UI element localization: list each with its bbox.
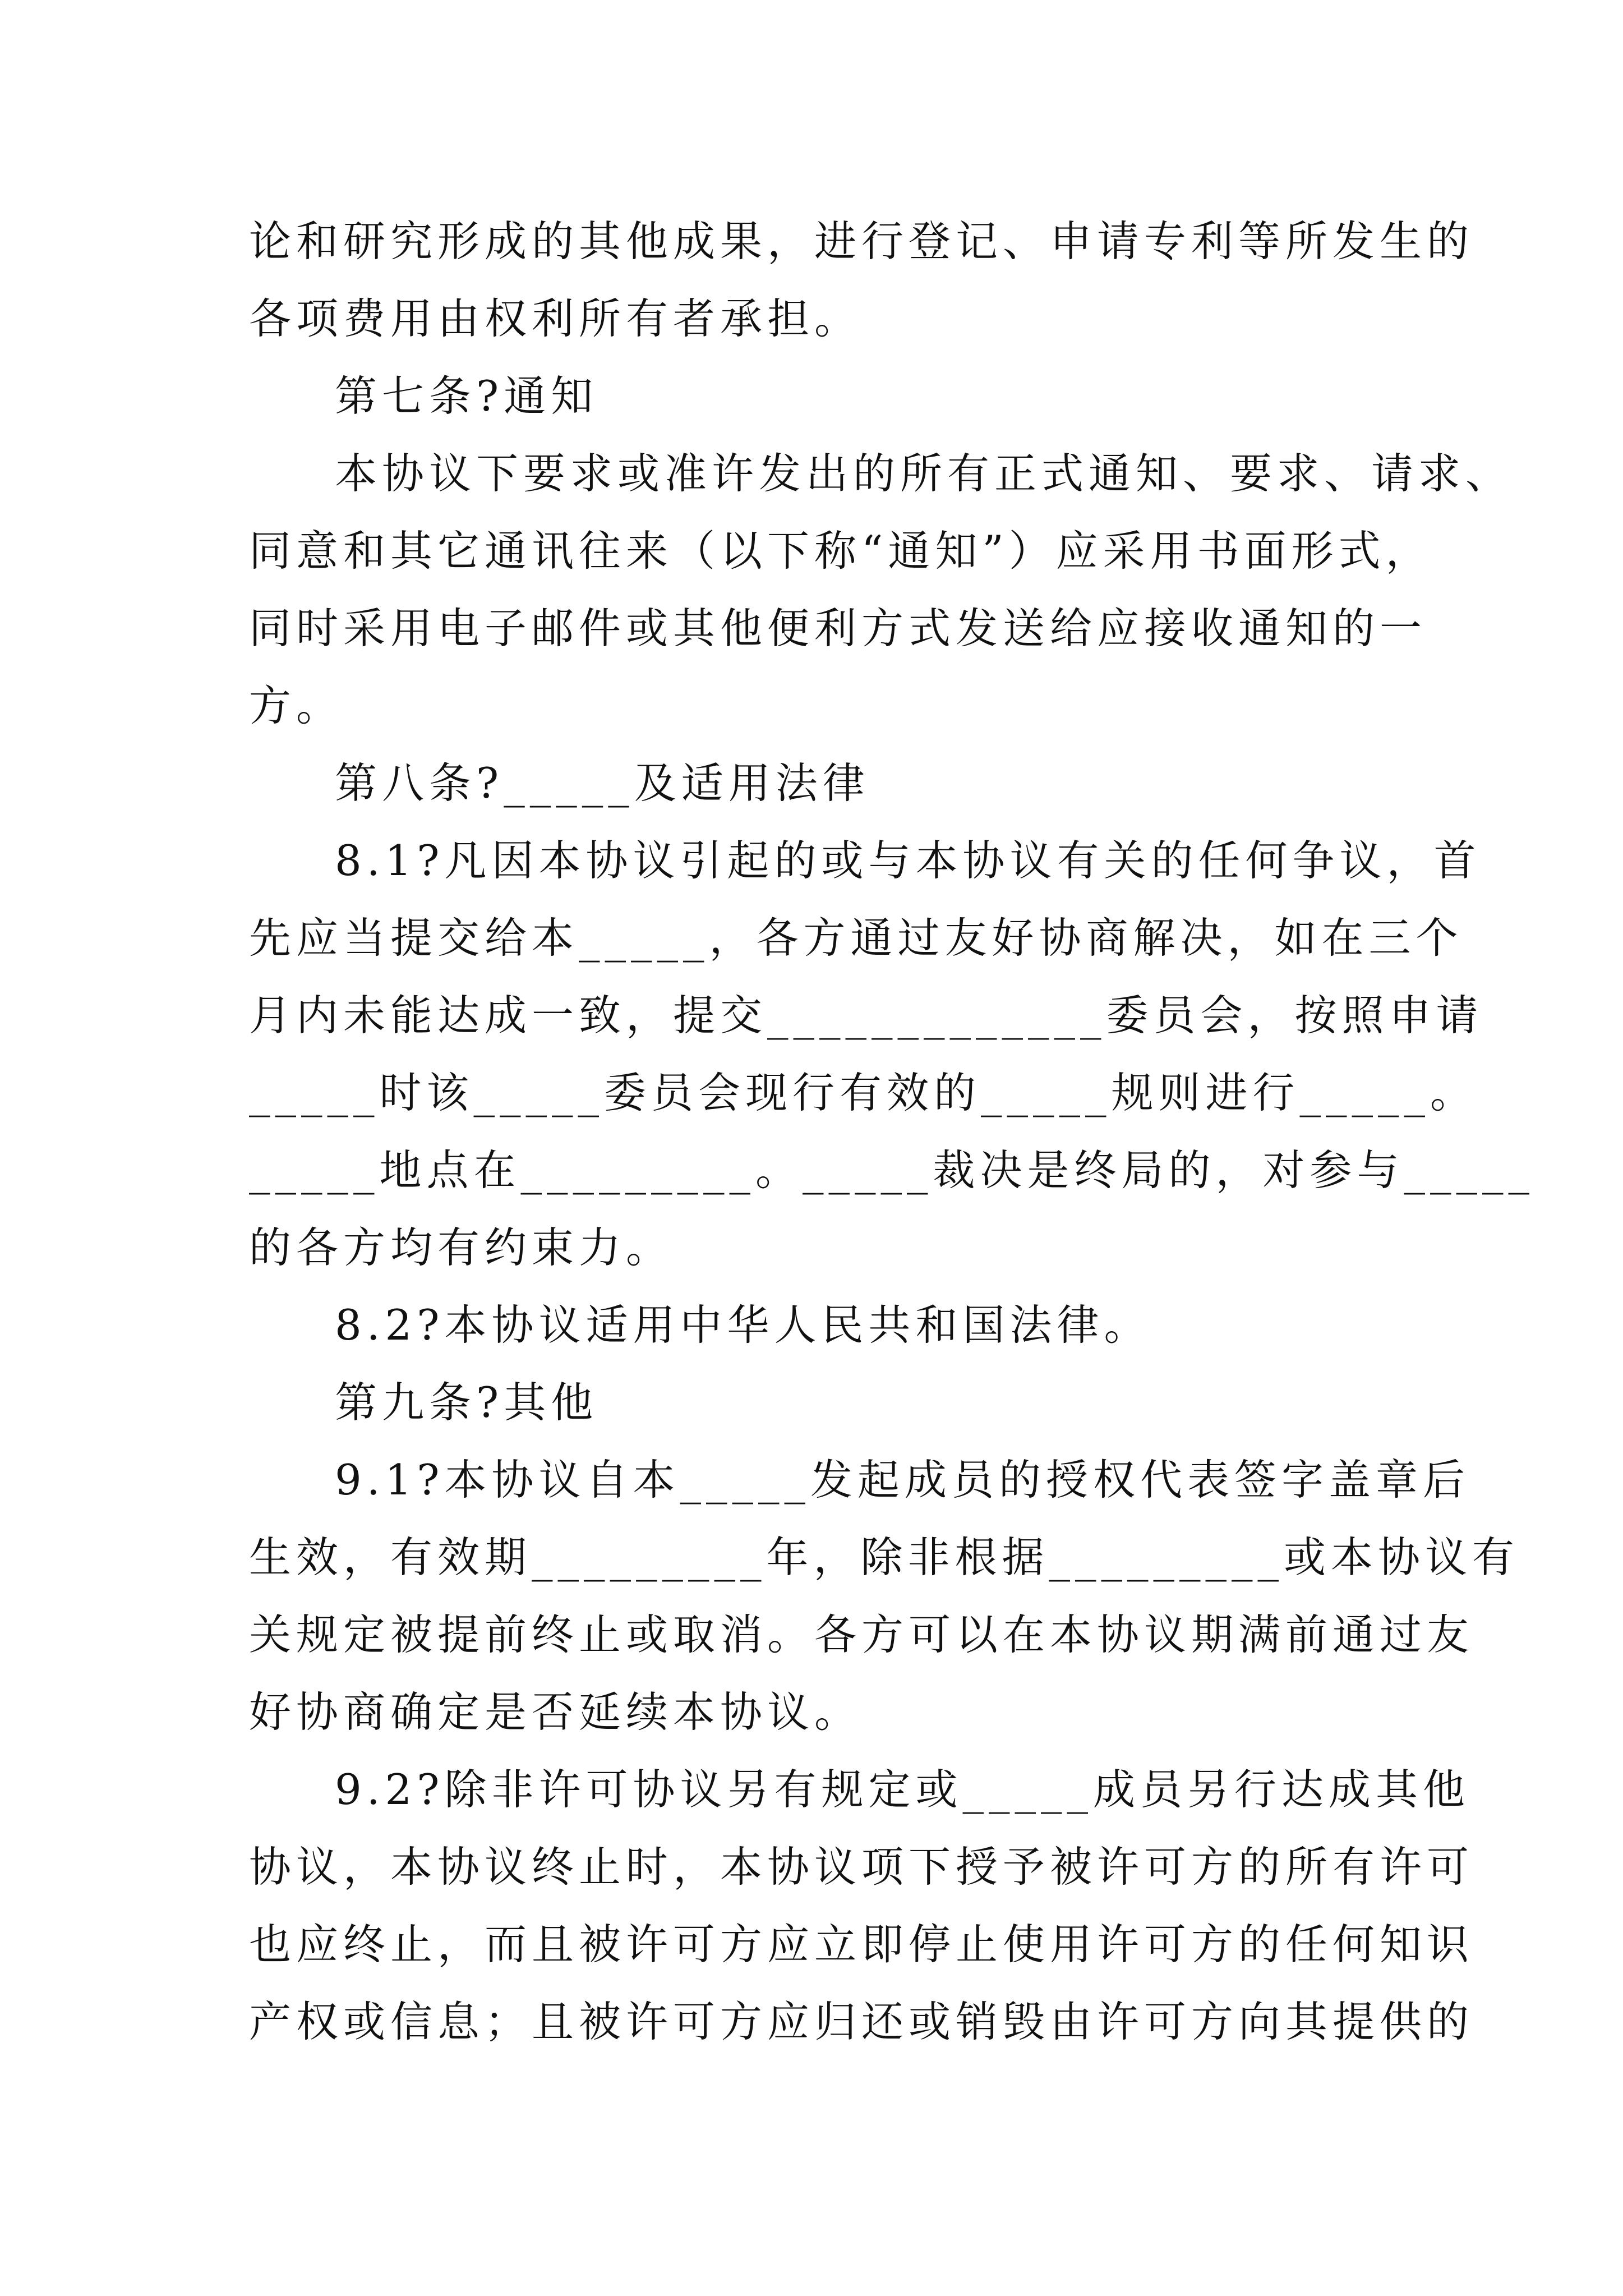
paragraph-line: 本协议下要求或准许发出的所有正式通知、要求、请求、 (335, 449, 1513, 498)
article-heading: 第八条?_____及适用法律 (335, 758, 870, 808)
paragraph-line: 各项费用由权利所有者承担。 (249, 294, 862, 343)
paragraph-line: 先应当提交给本_____，各方通过友好协商解决，如在三个 (249, 913, 1463, 963)
paragraph-line: 同意和其它通讯往来（以下称“通知”）应采用书面形式， (249, 526, 1433, 576)
paragraph-line: 协议，本协议终止时，本协议项下授予被许可方的所有许可 (249, 1842, 1474, 1892)
paragraph-line: 论和研究形成的其他成果，进行登记、申请专利等所发生的 (249, 217, 1474, 266)
paragraph-line: 好协商确定是否延续本协议。 (249, 1687, 862, 1737)
paragraph-line: 方。 (249, 681, 344, 730)
paragraph-line: _____时该_____委员会现行有效的_____规则进行_____。 (249, 1068, 1478, 1117)
paragraph-line: 产权或信息；且被许可方应归还或销毁由许可方向其提供的 (249, 1997, 1474, 2046)
paragraph-line: 8.2?本协议适用中华人民共和国法律。 (335, 1300, 1151, 1350)
paragraph-line: 同时采用电子邮件或其他便利方式发送给应接收通知的一 (249, 604, 1427, 653)
article-heading: 第七条?通知 (335, 371, 598, 421)
paragraph-line: 8.1?凡因本协议引起的或与本协议有关的任何争议，首 (335, 836, 1481, 885)
paragraph-line: 关规定被提前终止或取消。各方可以在本协议期满前通过友 (249, 1610, 1474, 1659)
paragraph-line: _____地点在_________。_____裁决是终局的，对参与_____ (249, 1145, 1535, 1195)
paragraph-line: 的各方均有约束力。 (249, 1223, 674, 1272)
article-heading: 第九条?其他 (335, 1378, 598, 1427)
paragraph-line: 9.1?本协议自本_____发起成员的授权代表签字盖章后 (335, 1455, 1470, 1504)
paragraph-line: 9.2?除非许可协议另有规定或_____成员另行达成其他 (335, 1765, 1470, 1814)
paragraph-line: 生效，有效期_________年，除非根据_________或本协议有 (249, 1533, 1520, 1582)
paragraph-line: 也应终止，而且被许可方应立即停止使用许可方的任何知识 (249, 1920, 1474, 1969)
paragraph-line: 月内未能达成一致，提交_____________委员会，按照申请 (249, 991, 1483, 1040)
